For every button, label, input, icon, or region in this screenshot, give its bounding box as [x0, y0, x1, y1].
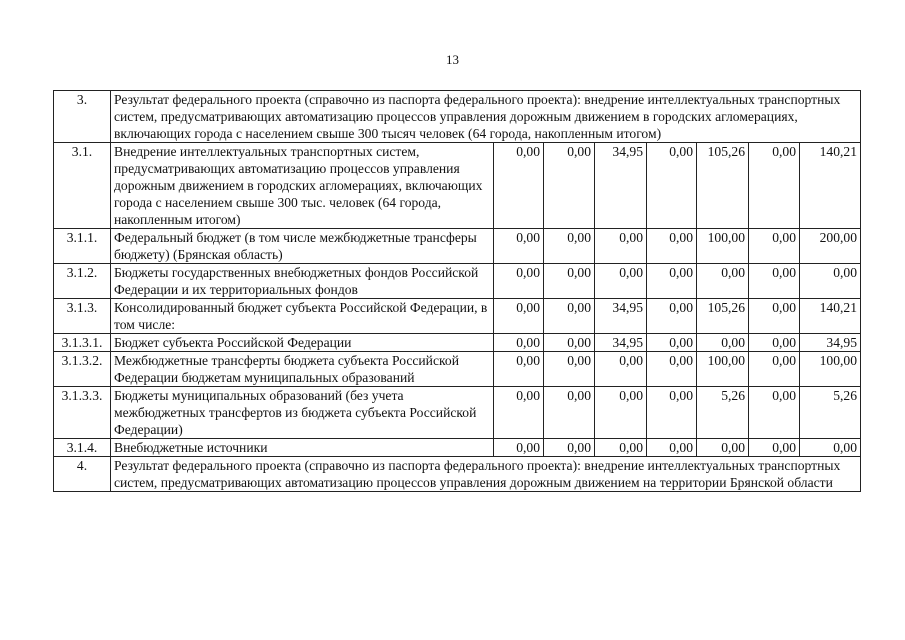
value-cell: 0,00	[647, 143, 697, 229]
value-cell: 0,00	[749, 143, 800, 229]
row-number: 3.1.3.	[54, 299, 111, 334]
budget-table	[53, 90, 861, 492]
value-cell: 34,95	[595, 143, 647, 229]
value-cell: 0,00	[647, 299, 697, 334]
value-cell: 0,00	[697, 439, 749, 457]
row-number: 3.1.2.	[54, 264, 111, 299]
value-cell: 0,00	[494, 334, 544, 352]
value-cell: 0,00	[494, 229, 544, 264]
value-cell: 105,26	[697, 299, 749, 334]
value-cell: 200,00	[800, 229, 861, 264]
row-number: 3.1.4.	[54, 439, 111, 457]
table-row	[54, 387, 861, 439]
value-cell: 0,00	[544, 352, 595, 387]
value-cell: 0,00	[749, 439, 800, 457]
value-cell: 5,26	[697, 387, 749, 439]
value-cell: 0,00	[749, 229, 800, 264]
table-row	[54, 299, 861, 334]
value-cell: 0,00	[697, 264, 749, 299]
value-cell: 0,00	[749, 334, 800, 352]
value-cell: 0,00	[544, 229, 595, 264]
value-cell: 0,00	[544, 334, 595, 352]
value-cell: 0,00	[697, 334, 749, 352]
value-cell: 0,00	[800, 264, 861, 299]
value-cell: 34,95	[800, 334, 861, 352]
value-cell: 0,00	[749, 352, 800, 387]
value-cell: 100,00	[800, 352, 861, 387]
value-cell: 0,00	[494, 352, 544, 387]
row-description: Консолидированный бюджет субъекта Российской Федерации, в том числе:	[111, 299, 494, 334]
table-row	[54, 229, 861, 264]
value-cell: 105,26	[697, 143, 749, 229]
value-cell: 0,00	[494, 143, 544, 229]
value-cell: 0,00	[544, 143, 595, 229]
table-row	[54, 439, 861, 457]
row-number: 3.1.3.1.	[54, 334, 111, 352]
value-cell: 0,00	[544, 387, 595, 439]
table-row	[54, 143, 861, 229]
value-cell: 0,00	[494, 299, 544, 334]
table-row	[54, 91, 861, 143]
row-description: Бюджет субъекта Российской Федерации	[111, 334, 494, 352]
value-cell: 34,95	[595, 334, 647, 352]
value-cell: 100,00	[697, 229, 749, 264]
page-number: 13	[446, 52, 459, 67]
row-number: 3.	[54, 91, 111, 143]
value-cell: 0,00	[647, 387, 697, 439]
row-description: Межбюджетные трансферты бюджета субъекта Российской Федерации бюджетам муниципальных образований	[111, 352, 494, 387]
value-cell: 5,26	[800, 387, 861, 439]
value-cell: 0,00	[647, 264, 697, 299]
value-cell: 34,95	[595, 299, 647, 334]
row-number: 3.1.3.3.	[54, 387, 111, 439]
row-number: 3.1.	[54, 143, 111, 229]
value-cell: 0,00	[595, 439, 647, 457]
table-body	[54, 91, 861, 492]
value-cell: 0,00	[544, 299, 595, 334]
table-row	[54, 264, 861, 299]
row-number: 4.	[54, 457, 111, 492]
value-cell: 0,00	[595, 352, 647, 387]
result-title: Результат федерального проекта (справочно из паспорта федерального проекта): внедрение интеллектуальных транспортных систем, предусматривающих автоматизацию процессов управления дорожным движением в городских агломерациях, включающих города с населением свыше 300 тысяч человек (64 города, накопленным итогом)	[111, 91, 861, 143]
table-row	[54, 457, 861, 492]
table-row	[54, 334, 861, 352]
value-cell: 0,00	[544, 264, 595, 299]
value-cell: 0,00	[647, 229, 697, 264]
value-cell: 0,00	[544, 439, 595, 457]
value-cell: 140,21	[800, 299, 861, 334]
row-description: Внедрение интеллектуальных транспортных систем, предусматривающих автоматизацию процессов управления дорожным движением в городских агломерациях, включающих города с населением свыше 300 тыс. человек (64 города, накопленным итогом)	[111, 143, 494, 229]
row-number: 3.1.1.	[54, 229, 111, 264]
table-row	[54, 352, 861, 387]
value-cell: 0,00	[494, 387, 544, 439]
value-cell: 0,00	[800, 439, 861, 457]
row-description: Внебюджетные источники	[111, 439, 494, 457]
row-description: Федеральный бюджет (в том числе межбюджетные трансферы бюджету) (Брянская область)	[111, 229, 494, 264]
value-cell: 0,00	[749, 264, 800, 299]
value-cell: 0,00	[647, 352, 697, 387]
value-cell: 0,00	[647, 334, 697, 352]
value-cell: 0,00	[494, 439, 544, 457]
value-cell: 0,00	[595, 264, 647, 299]
value-cell: 0,00	[494, 264, 544, 299]
value-cell: 140,21	[800, 143, 861, 229]
row-description: Бюджеты муниципальных образований (без учета межбюджетных трансфертов из бюджета субъекта Российской Федерации)	[111, 387, 494, 439]
row-description: Бюджеты государственных внебюджетных фондов Российской Федерации и их территориальных фондов	[111, 264, 494, 299]
value-cell: 0,00	[595, 387, 647, 439]
value-cell: 100,00	[697, 352, 749, 387]
result-title: Результат федерального проекта (справочно из паспорта федерального проекта): внедрение интеллектуальных транспортных систем, предусматривающих автоматизацию процессов управления дорожным движением на территории Брянской области	[111, 457, 861, 492]
row-number: 3.1.3.2.	[54, 352, 111, 387]
value-cell: 0,00	[647, 439, 697, 457]
value-cell: 0,00	[749, 387, 800, 439]
value-cell: 0,00	[749, 299, 800, 334]
value-cell: 0,00	[595, 229, 647, 264]
